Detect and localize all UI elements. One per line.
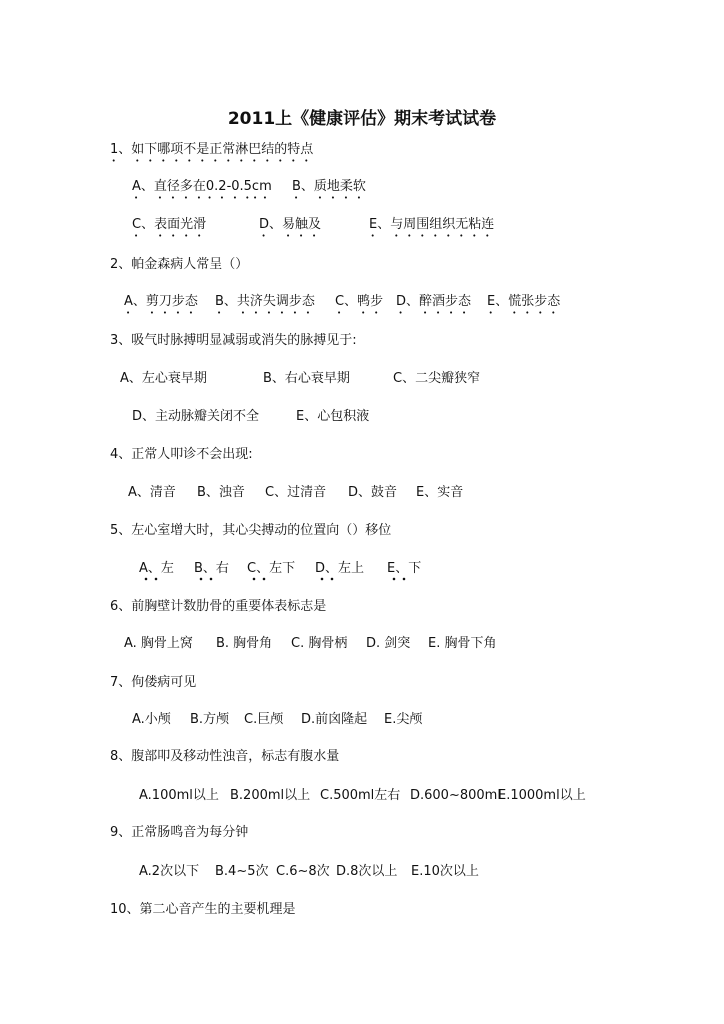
question-8-option: C.500ml左右 bbox=[320, 788, 401, 803]
question-3-option: C、二尖瓣狭窄 bbox=[393, 371, 481, 386]
question-6-option: C. 胸骨柄 bbox=[291, 636, 348, 651]
question-7-stem: 7、佝偻病可见 bbox=[110, 675, 197, 690]
question-1-option: E、与周围组织无粘连 bbox=[369, 217, 495, 232]
question-4-option: A、清音 bbox=[128, 485, 176, 500]
page-title: 2011上《健康评估》期末考试试卷 bbox=[227, 109, 497, 129]
question-3-option: B、右心衰早期 bbox=[263, 371, 350, 386]
question-5-option: E、下 bbox=[387, 561, 422, 576]
question-2-option: B、共济失调步态 bbox=[215, 294, 315, 309]
question-3-option: E、心包积液 bbox=[296, 409, 370, 424]
question-5-option: D、左上 bbox=[315, 561, 365, 576]
question-6-stem: 6、前胸壁计数肋骨的重要体表标志是 bbox=[110, 599, 327, 614]
question-8-option: D.600~800ml bbox=[410, 788, 501, 803]
question-3-option: A、左心衰早期 bbox=[120, 371, 207, 386]
question-6-option: D. 剑突 bbox=[366, 636, 411, 651]
question-10-stem: 10、第二心音产生的主要机理是 bbox=[110, 902, 296, 917]
question-4-option: E、实音 bbox=[416, 485, 464, 500]
question-5-stem: 5、左心室增大时，其心尖搏动的位置向（）移位 bbox=[110, 523, 392, 538]
question-7-option: B.方颅 bbox=[190, 712, 230, 727]
question-3-stem: 3、吸气时脉搏明显减弱或消失的脉搏见于: bbox=[110, 333, 357, 348]
question-9-option: D.8次以上 bbox=[336, 864, 398, 879]
question-9-option: B.4~5次 bbox=[215, 864, 269, 879]
question-5-option: A、左 bbox=[139, 561, 174, 576]
question-5-option: B、右 bbox=[194, 561, 229, 576]
question-9-option: E.10次以上 bbox=[411, 864, 479, 879]
question-2-stem: 2、帕金森病人常呈（） bbox=[110, 257, 249, 272]
question-7-option: E.尖颅 bbox=[384, 712, 423, 727]
question-2-option: A、剪刀步态 bbox=[124, 294, 198, 309]
question-2-option: C、鸭步 bbox=[335, 294, 384, 309]
question-8-option: E.1000ml以上 bbox=[498, 788, 586, 803]
question-4-stem: 4、正常人叩诊不会出现: bbox=[110, 447, 253, 462]
question-8-option: A.100ml以上 bbox=[139, 788, 219, 803]
question-4-option: B、浊音 bbox=[197, 485, 245, 500]
question-7-option: C.巨颅 bbox=[244, 712, 284, 727]
question-4-option: C、过清音 bbox=[265, 485, 327, 500]
question-1-option: A、直径多在0.2-0.5cm bbox=[132, 179, 272, 194]
question-5-option: C、左下 bbox=[247, 561, 296, 576]
question-9-option: C.6~8次 bbox=[276, 864, 330, 879]
question-2-option: E、慌张步态 bbox=[487, 294, 561, 309]
question-8-option: B.200ml以上 bbox=[230, 788, 311, 803]
question-4-option: D、鼓音 bbox=[348, 485, 398, 500]
question-6-option: E. 胸骨下角 bbox=[428, 636, 497, 651]
question-7-option: D.前囟隆起 bbox=[301, 712, 368, 727]
question-2-option: D、醉酒步态 bbox=[396, 294, 472, 309]
question-6-option: B. 胸骨角 bbox=[216, 636, 273, 651]
question-7-option: A.小颅 bbox=[132, 712, 171, 727]
question-9-option: A.2次以下 bbox=[139, 864, 200, 879]
question-8-stem: 8、腹部叩及移动性浊音，标志有腹水量 bbox=[110, 749, 340, 764]
question-9-stem: 9、正常肠鸣音为每分钟 bbox=[110, 825, 249, 840]
question-1-option: C、表面光滑 bbox=[132, 217, 207, 232]
question-6-option: A. 胸骨上窝 bbox=[124, 636, 193, 651]
question-1-option: D、易触及 bbox=[259, 217, 322, 232]
question-1-stem: 1、如下哪项不是正常淋巴结的特点 bbox=[110, 142, 314, 157]
question-1-option: B、质地柔软 bbox=[292, 179, 366, 194]
question-3-option: D、主动脉瓣关闭不全 bbox=[132, 409, 260, 424]
